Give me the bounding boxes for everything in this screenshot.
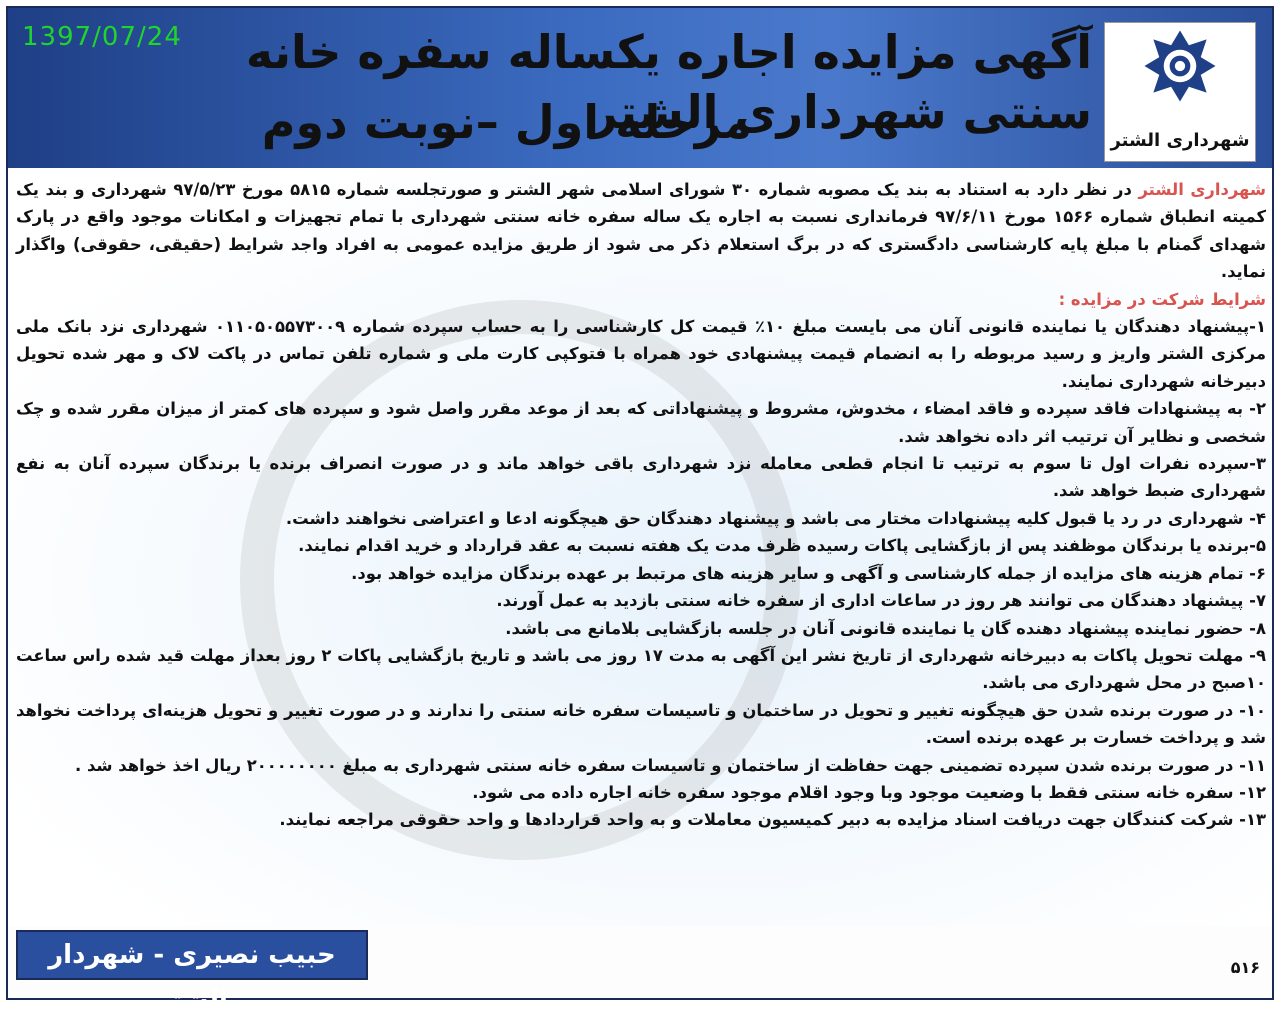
condition-item: ۱۱- در صورت برنده شدن سپرده تضمینی جهت حفاظت از ساختمان و تاسیسات سفره خانه سنتی شهرداری به مبلغ ۲۰۰۰۰۰۰۰۰ ریال اخذ خواهد شد . xyxy=(75,755,1266,775)
notice-subtitle: مرحله اول –نوبت دوم xyxy=(261,95,752,149)
signature-banner xyxy=(16,930,368,1016)
condition-item: ۵-برنده یا برندگان موظفند پس از بازگشایی پاکات رسیده ظرف مدت یک هفته نسبت به عقد قرارداد و خرید اقدام نمایند. xyxy=(298,536,1266,556)
intro-lead: شهرداری الشتر xyxy=(1138,180,1266,199)
header-banner xyxy=(8,8,1272,168)
notice-title: آگهی مزایده اجاره یکساله سفره خانه سنتی شهرداری الشتر xyxy=(245,25,1092,139)
condition-item: ۱-پیشنهاد دهندگان یا نماینده قانونی آنان می بایست مبلغ ۱۰٪ قیمت کل کارشناسی را به حساب سپرده شماره ۰۱۱۰۵۰۵۵۷۳۰۰۹ شهرداری نزد بانک ملی مرکزی الشتر واریز و رسید مربوطه را به انضمام قیمت پیشنهادی خود همراه با فتوکپی کارت ملی و شماره تلفن تماس در پاکت لاک و مهر شده تحویل دبیرخانه شهرداری نمایند. xyxy=(16,317,1266,391)
condition-item: ۳-سپرده نفرات اول تا سوم به ترتیب تا انجام قطعی معامله نزد شهرداری باقی خواهد ماند و در صورت انصراف برنده یا برندگان سپرده آنان به نفع شهرداری ضبط خواهد شد. xyxy=(16,454,1266,501)
signature-text: حبیب نصیری - شهردار الشتر xyxy=(48,940,336,1016)
municipality-emblem-icon xyxy=(1143,29,1217,103)
condition-item: ۱۰- در صورت برنده شدن حق هیچگونه تغییر و تحویل در ساختمان و تاسیسات سفره خانه سنتی را ندارند و در صورت تغییر و تحویل هزینه‌ای پرداخت نخواهد شد و پرداخت خسارت بر عهده برنده است. xyxy=(16,700,1266,748)
intro-text: در نظر دارد به استناد به بند یک مصوبه شماره ۳۰ شورای اسلامی شهر الشتر و صورتجلسه شماره ۵۸۱۵ مورخ ۹۷/۵/۲۳ شهرداری و بند یک کمیته انطباق شماره ۱۵۶۶ مورخ ۹۷/۶/۱۱ فرمانداری نسبت به اجاره یک ساله سفره خانه سنتی شهرداری با تمام تجهیزات و امکانات موجود واقع در پارک شهدای گمنام با مبلغ پایه کارشناسی دادگستری که در برگ استعلام ذکر می شود از طریق مزایده عمومی به افراد واجد شرایط (حقیقی، حقوقی) واگذار نماید. xyxy=(16,180,1266,282)
intro-paragraph xyxy=(16,176,1266,286)
notice-code: ۵۱۶ xyxy=(1230,958,1260,977)
condition-item: ۹- مهلت تحویل پاکات به دبیرخانه شهرداری از تاریخ نشر این آگهی به مدت ۱۷ روز می باشد و تاریخ بازگشایی پاکات ۲ روز بعداز مهلت قید شده راس ساعت ۱۰صبح در محل شهرداری می باشد. xyxy=(16,645,1266,693)
municipality-logo xyxy=(1104,22,1256,162)
condition-item: ۷- پیشنهاد دهندگان می توانند هر روز در ساعات اداری از سفره خانه سنتی بازدید به عمل آورند. xyxy=(496,591,1266,611)
condition-item: ۴- شهرداری در رد یا قبول کلیه پیشنهادات مختار می باشد و پیشنهاد دهندگان حق هیچگونه ادعا و اعتراضی نخواهند داشت. xyxy=(285,508,1266,528)
condition-item: ۱۳- شرکت کنندگان جهت دریافت اسناد مزایده به دبیر کمیسیون معاملات و به واحد قراردادها و واحد حقوقی مراجعه نمایند. xyxy=(279,810,1266,830)
logo-caption: شهرداری الشتر xyxy=(1110,130,1250,151)
condition-item: ۱۲- سفره خانه سنتی فقط با وضعیت موجود وبا وجود اقلام موجود سفره خانه اجاره داده می شود. xyxy=(472,782,1266,802)
date-stamp: 1397/07/24 xyxy=(22,22,182,52)
condition-item: ۸- حضور نماینده پیشنهاد دهنده گان یا نماینده قانونی آنان در جلسه بازگشایی بلامانع می باشد. xyxy=(505,618,1266,638)
condition-item: ۲- به پیشنهادات فاقد سپرده و فاقد امضاء ، مخدوش، مشروط و پیشنهاداتی که بعد از موعد مقرر واصل شود و سپرده های کمتر از میزان مقرر شده و چک شخصی و نظایر آن ترتیب اثر داده نخواهد شد. xyxy=(16,399,1266,446)
condition-item: ۶- تمام هزینه های مزایده از جمله کارشناسی و آگهی و سایر هزینه های مرتبط بر عهده برندگان مزایده خواهد بود. xyxy=(351,563,1266,583)
notice-body xyxy=(16,176,1266,834)
conditions-heading: شرایط شرکت در مزایده : xyxy=(1058,289,1266,309)
